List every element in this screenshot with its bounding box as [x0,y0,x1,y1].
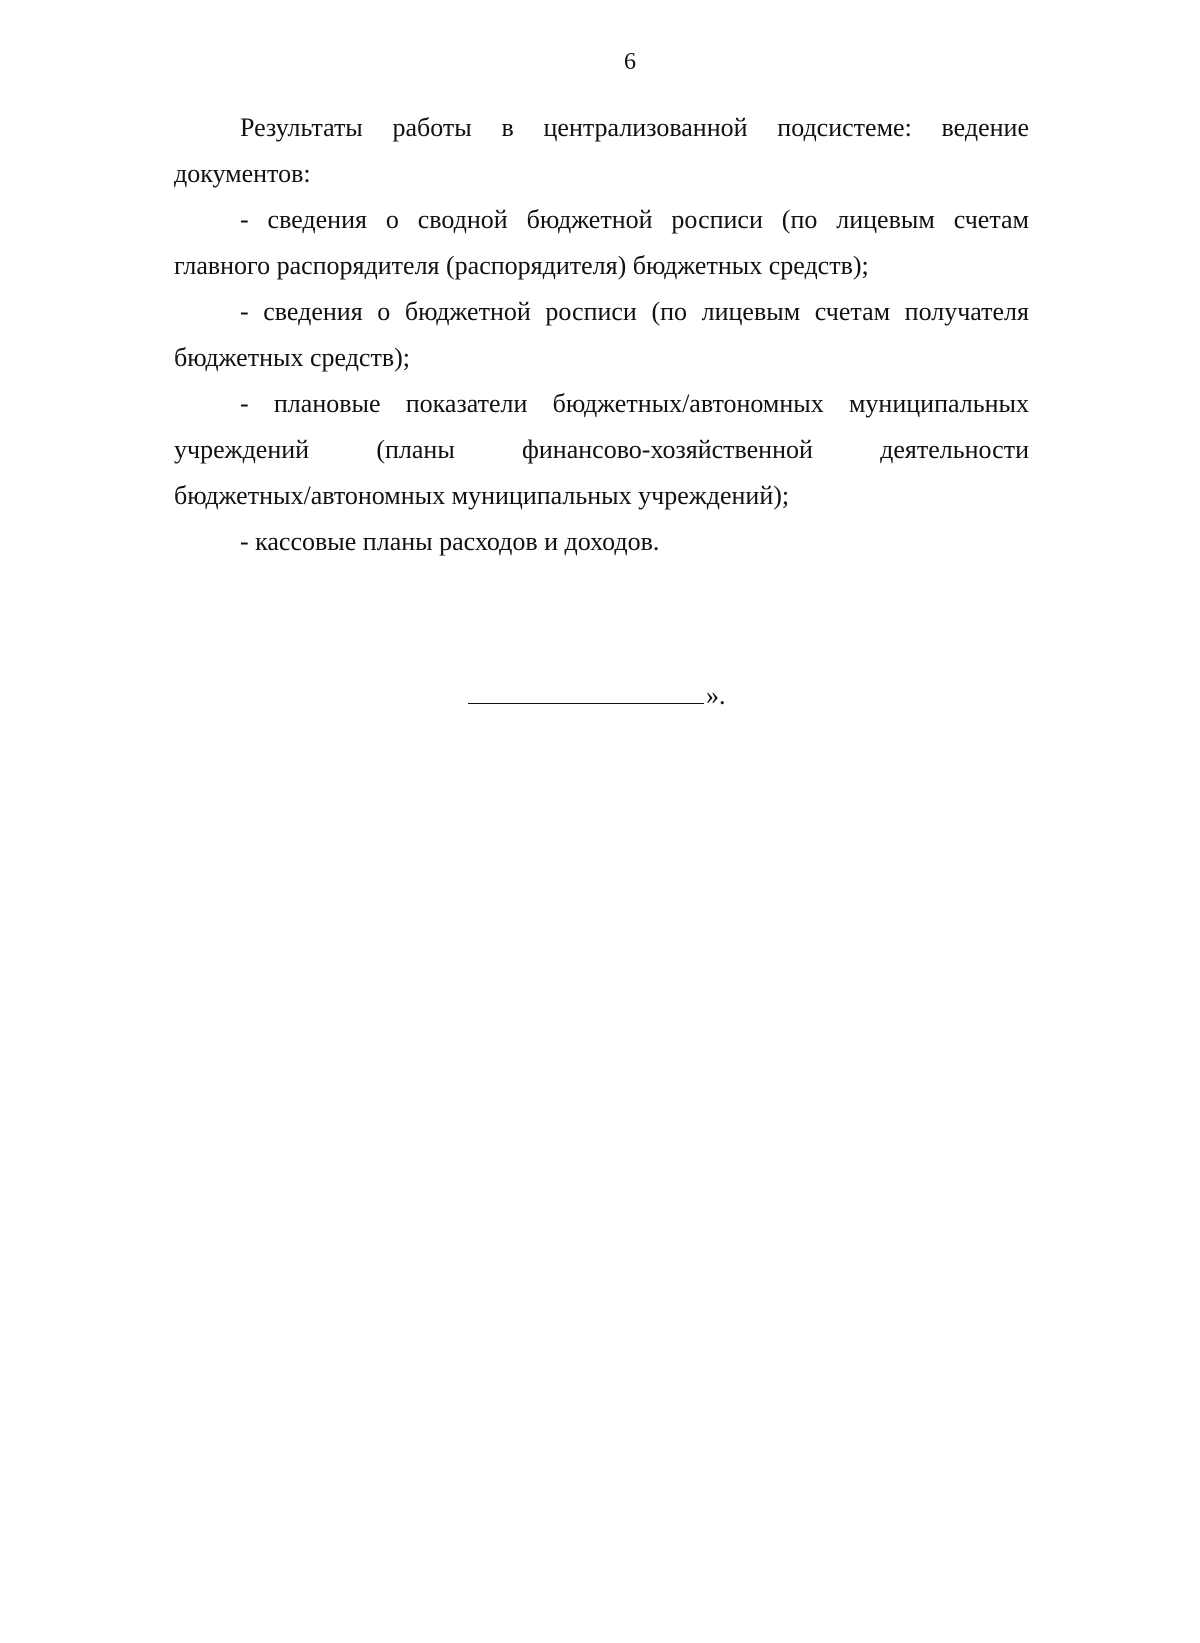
paragraph-line: бюджетных/автономных муниципальных учреждений); [174,481,790,510]
paragraph-line: Результаты работы в централизованной подсистеме: ведение [240,113,1029,142]
paragraph-line: - сведения о сводной бюджетной росписи (по лицевым счетам [240,205,1029,234]
closing-mark [468,676,726,716]
list-item-cash-plans [174,519,1029,565]
paragraph-line: - сведения о бюджетной росписи (по лицевым счетам получателя [240,297,1029,326]
closing-quote: ». [706,681,726,710]
list-item-budget-schedule [174,289,1029,381]
paragraph-line: документов: [174,159,311,188]
closing-rule [468,677,704,704]
paragraph-line: - плановые показатели бюджетных/автономных муниципальных [240,389,1029,418]
page-number: 6 [624,49,636,75]
paragraph-line: главного распорядителя (распорядителя) бюджетных средств); [174,251,869,280]
list-item-planned-indicators [174,381,1029,519]
document-body [174,105,1029,565]
paragraph-line: учреждений (планы финансово-хозяйственной деятельности [174,435,1029,464]
list-item-consolidated-budget [174,197,1029,289]
paragraph-intro [174,105,1029,197]
paragraph-line: - кассовые планы расходов и доходов. [240,527,660,556]
paragraph-line: бюджетных средств); [174,343,410,372]
